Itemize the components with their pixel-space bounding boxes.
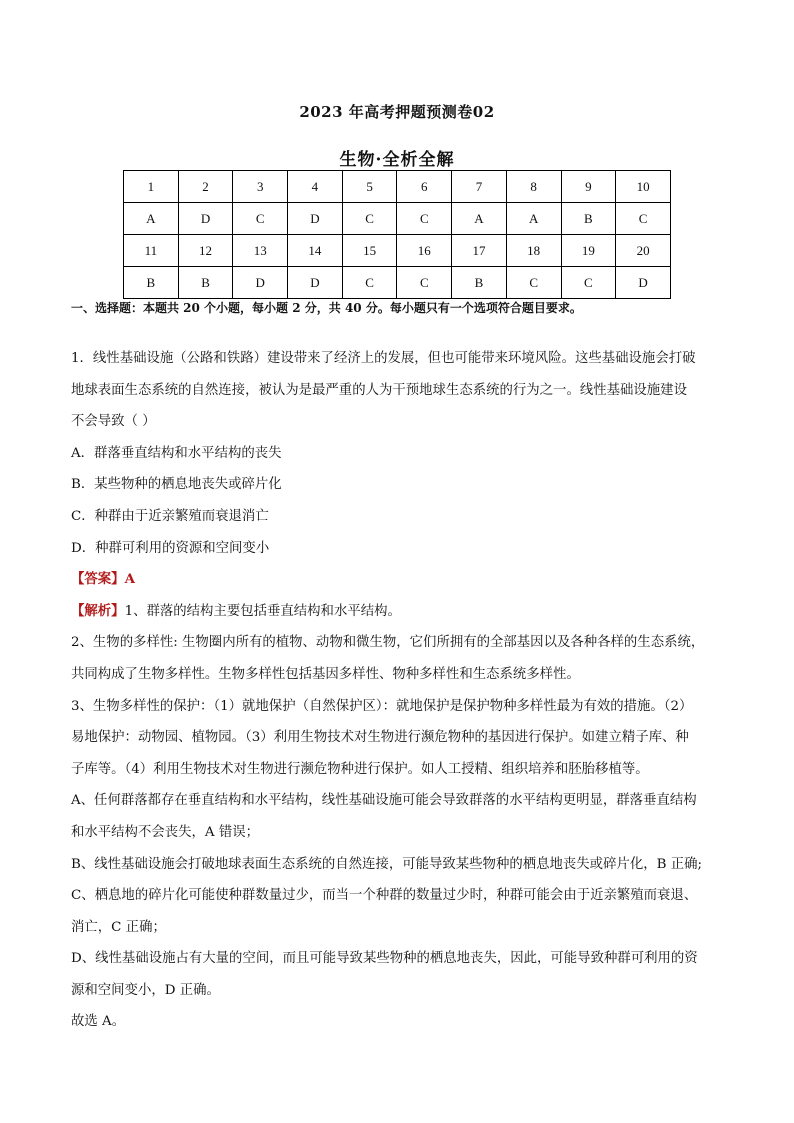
analysis-line: C、栖息地的碎片化可能使种群数量过少，而当一个种群的数量过少时，种群可能会由于近亲繁殖而衰退、 bbox=[71, 888, 698, 904]
answer-cell: D bbox=[616, 267, 671, 299]
option-a: A．群落垂直结构和水平结构的丧失 bbox=[71, 445, 282, 461]
question-number-cell: 2 bbox=[178, 171, 233, 203]
question-number-cell: 11 bbox=[124, 235, 179, 267]
question-number-cell: 17 bbox=[452, 235, 507, 267]
answer-cell: D bbox=[288, 267, 343, 299]
question-number-cell: 1 bbox=[124, 171, 179, 203]
answer-cell: B bbox=[124, 267, 179, 299]
analysis-line: 易地保护：动物园、植物园。（3）利用生物技术对生物进行濒危物种的基因进行保护。如建立精子库、种 bbox=[71, 730, 689, 746]
answer-table-row bbox=[124, 235, 671, 267]
answer-cell: C bbox=[342, 203, 397, 235]
answer-cell: D bbox=[233, 267, 288, 299]
section-heading: 一、选择题：本题共 20 个小题，每小题 2 分，共 40 分。每小题只有一个选项符合题目要求。 bbox=[71, 301, 582, 315]
analysis-line: 3、生物多样性的保护：（1）就地保护（自然保护区）：就地保护是保护物种多样性最为有效的措施。（2） bbox=[71, 698, 693, 714]
analysis-line: D、线性基础设施占有大量的空间，而且可能导致某些物种的栖息地丧失，因此，可能导致种群可利用的资 bbox=[71, 951, 698, 967]
answer-cell: C bbox=[616, 203, 671, 235]
answer-key-table bbox=[123, 170, 671, 299]
question-number-cell: 6 bbox=[397, 171, 452, 203]
answer-cell: C bbox=[561, 267, 616, 299]
option-d: D．种群可利用的资源和空间变小 bbox=[71, 540, 270, 556]
question-number-cell: 13 bbox=[233, 235, 288, 267]
question-number-cell: 9 bbox=[561, 171, 616, 203]
analysis-line: 消亡，C 正确； bbox=[71, 919, 166, 935]
question-number-cell: 12 bbox=[178, 235, 233, 267]
analysis-line: 共同构成了生物多样性。生物多样性包括基因多样性、物种多样性和生态系统多样性。 bbox=[71, 666, 580, 682]
page-title: 2023 年高考押题预测卷02 bbox=[299, 103, 495, 121]
question-number-cell: 3 bbox=[233, 171, 288, 203]
question-stem-line: 不会导致（ ） bbox=[71, 414, 156, 430]
answer-cell: B bbox=[561, 203, 616, 235]
answer-label: 【答案】 bbox=[71, 571, 125, 588]
question-number-cell: 10 bbox=[616, 171, 671, 203]
answer-cell: C bbox=[506, 267, 561, 299]
analysis-line: 故选 A。 bbox=[71, 1014, 126, 1030]
question-number-cell: 14 bbox=[288, 235, 343, 267]
analysis-line: 源和空间变小，D 正确。 bbox=[71, 982, 220, 998]
option-b: B．某些物种的栖息地丧失或碎片化 bbox=[71, 477, 282, 493]
answer-cell: C bbox=[342, 267, 397, 299]
answer-line bbox=[71, 564, 731, 596]
analysis-line: 2、生物的多样性: 生物圈内所有的植物、动物和微生物，它们所拥有的全部基因以及各种各样的生态系统， bbox=[71, 635, 705, 651]
answer-cell: A bbox=[506, 203, 561, 235]
question-number-cell: 7 bbox=[452, 171, 507, 203]
answer-table-row bbox=[124, 171, 671, 203]
option-c: C．种群由于近亲繁殖而衰退消亡 bbox=[71, 508, 269, 524]
answer-table-row bbox=[124, 203, 671, 235]
question-number-cell: 15 bbox=[342, 235, 397, 267]
analysis-text: 1、群落的结构主要包括垂直结构和水平结构。 bbox=[124, 603, 401, 619]
question-number-cell: 4 bbox=[288, 171, 343, 203]
question-number-cell: 5 bbox=[342, 171, 397, 203]
answer-cell: A bbox=[452, 203, 507, 235]
answer-cell: C bbox=[397, 267, 452, 299]
question-number-cell: 18 bbox=[506, 235, 561, 267]
analysis-first-line bbox=[71, 596, 731, 628]
analysis-label: 【解析】 bbox=[71, 602, 125, 619]
answer-cell: B bbox=[452, 267, 507, 299]
answer-table-row bbox=[124, 267, 671, 299]
question-number-cell: 16 bbox=[397, 235, 452, 267]
answer-cell: D bbox=[288, 203, 343, 235]
page-subtitle: 生物·全析全解 bbox=[339, 150, 455, 170]
question-stem-line: 地球表面生态系统的自然连接，被认为是最严重的人为干预地球生态系统的行为之一。线性基础设施建设 bbox=[71, 382, 687, 398]
answer-cell: C bbox=[397, 203, 452, 235]
question-number-cell: 19 bbox=[561, 235, 616, 267]
answer-cell: A bbox=[124, 203, 179, 235]
question-stem-line: 1．线性基础设施（公路和铁路）建设带来了经济上的发展，但也可能带来环境风险。这些基础设施会打破 bbox=[71, 351, 696, 366]
answer-cell: B bbox=[178, 267, 233, 299]
analysis-line: B、线性基础设施会打破地球表面生态系统的自然连接，可能导致某些物种的栖息地丧失或碎片化，B 正确; bbox=[71, 856, 703, 872]
answer-value: A bbox=[124, 571, 135, 588]
analysis-line: A、任何群落都存在垂直结构和水平结构，线性基础设施可能会导致群落的水平结构更明显，群落垂直结构 bbox=[71, 793, 697, 809]
question-number-cell: 20 bbox=[616, 235, 671, 267]
question-body bbox=[71, 343, 731, 1038]
analysis-line: 和水平结构不会丧失，A 错误； bbox=[71, 824, 260, 840]
question-number-cell: 8 bbox=[506, 171, 561, 203]
answer-cell: C bbox=[233, 203, 288, 235]
analysis-line: 子库等。（4）利用生物技术对生物进行濒危物种进行保护。如人工授精、组织培养和胚胎移植等。 bbox=[71, 761, 649, 777]
answer-cell: D bbox=[178, 203, 233, 235]
